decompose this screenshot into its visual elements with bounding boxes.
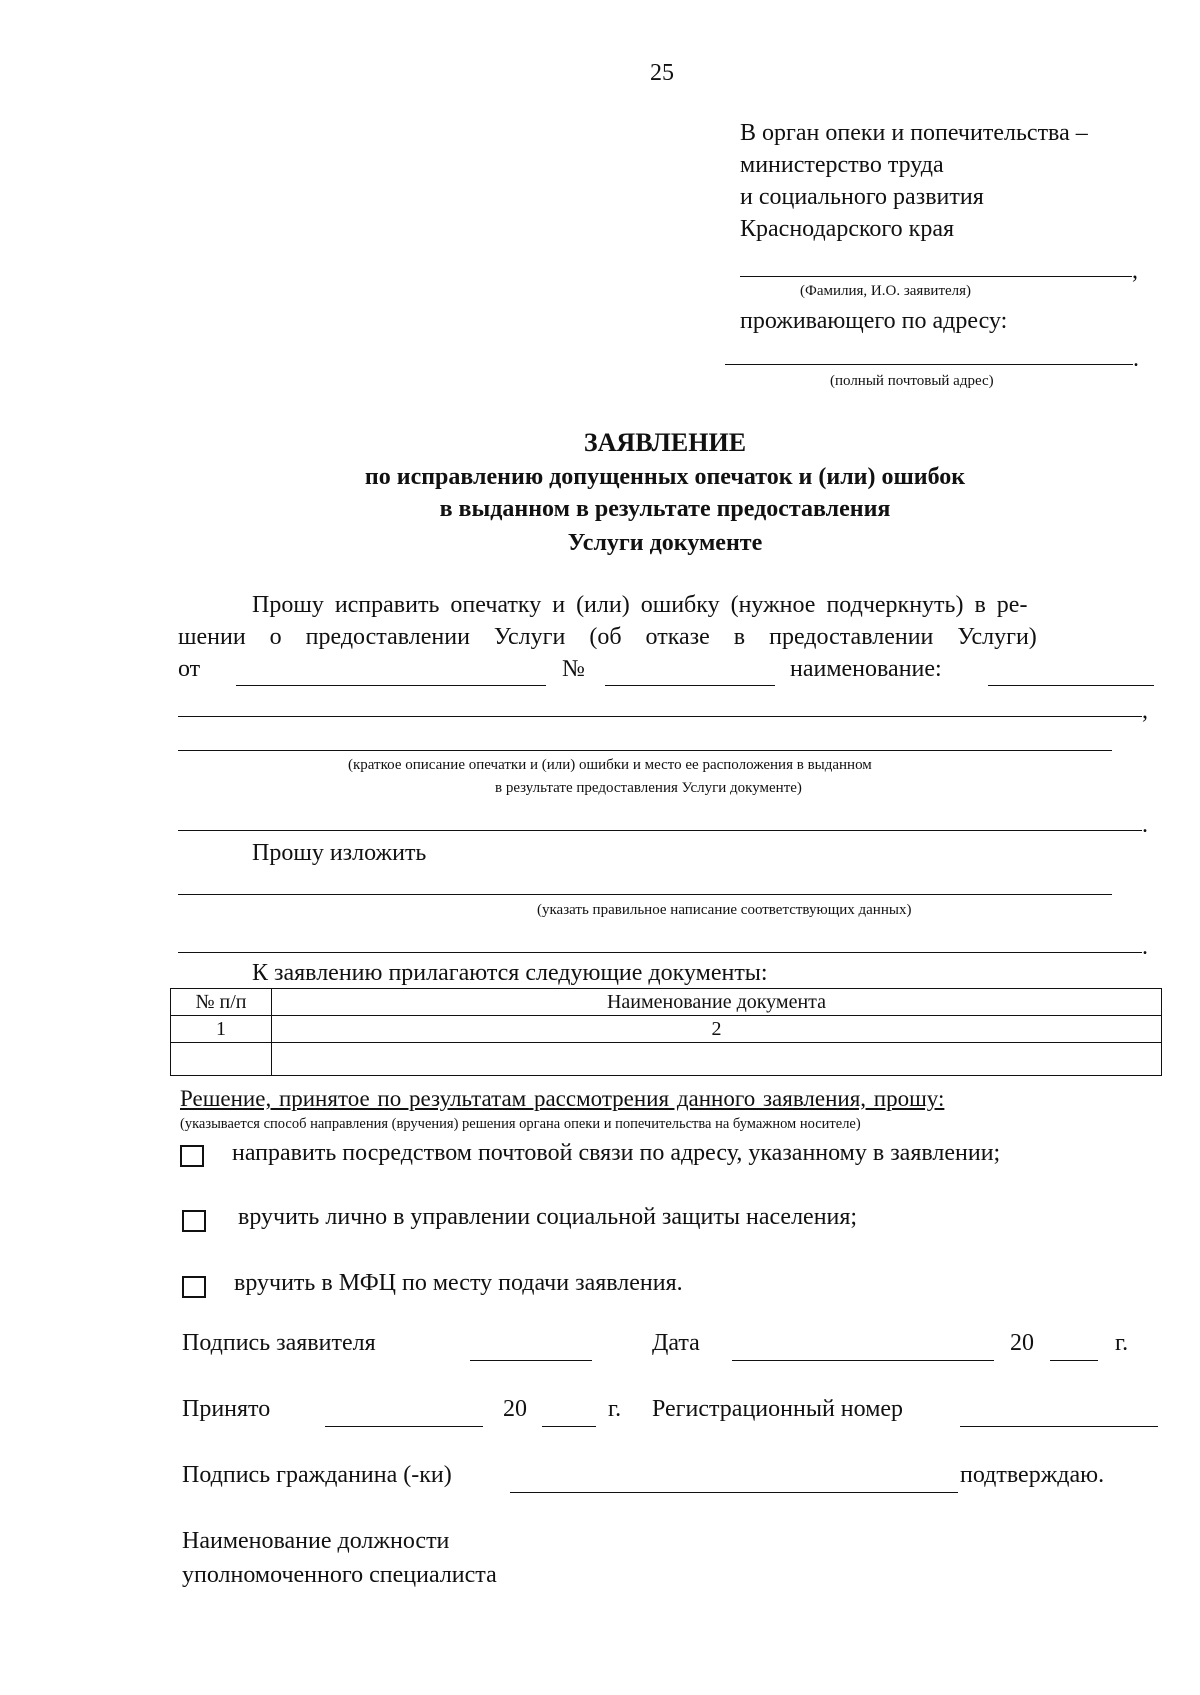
title-sub2: в выданном в результате предоставления (439, 496, 891, 522)
description-line3[interactable] (178, 830, 1142, 831)
number-field[interactable] (605, 685, 775, 686)
table-row[interactable] (171, 1043, 1162, 1076)
desc-hint-line1: (краткое описание опечатки и (или) ошибки и место ее расположения в выданном (348, 757, 872, 773)
applicant-name-field[interactable] (740, 276, 1132, 277)
number-label: № (562, 656, 585, 682)
accepted-date-field[interactable] (325, 1426, 483, 1427)
accepted-year-field[interactable] (542, 1426, 596, 1427)
address-hint: (полный почтовый адрес) (830, 373, 994, 389)
option-mfc-checkbox[interactable] (182, 1276, 206, 1298)
page-title: ЗАЯВЛЕНИЕ (583, 428, 747, 457)
documents-table (170, 988, 1162, 1076)
description-line1[interactable] (178, 716, 1142, 717)
correct-text-line2[interactable] (178, 952, 1142, 953)
desc-hint-line2: в результате предоставления Услуги документе) (495, 780, 802, 796)
date-from-field[interactable] (236, 685, 546, 686)
name-hint: (Фамилия, И.О. заявителя) (800, 283, 972, 299)
addressee-line2: министерство труда (740, 152, 944, 178)
applicant-sign-field[interactable] (470, 1360, 592, 1361)
attached-label: К заявлению прилагаются следующие документы: (252, 960, 768, 986)
accepted-label: Принято (182, 1396, 271, 1422)
from-label: от (178, 656, 201, 682)
table-row (171, 989, 1162, 1016)
addressee-line4: Краснодарского края (740, 216, 955, 242)
addressee-line1: В орган опеки и попечительства – (740, 120, 1088, 146)
col-number-header: № п/п (171, 989, 272, 1016)
confirm-label: подтверждаю. (960, 1462, 1105, 1488)
col-number-index: 1 (171, 1016, 272, 1043)
title-sub1: по исправлению допущенных опечаток и (или) ошибок (364, 464, 966, 490)
restate-label: Прошу изложить (252, 840, 427, 866)
correct-text-line1[interactable] (178, 894, 1112, 895)
description-line2[interactable] (178, 750, 1112, 751)
request-line1: Прошу исправить опечатку и (или) ошибку (нужное подчеркнуть) в ре- (252, 592, 1028, 618)
citizen-sign-field[interactable] (510, 1492, 958, 1493)
date-year-suffix: г. (1115, 1330, 1129, 1356)
reg-number-field[interactable] (960, 1426, 1158, 1427)
position-line1: Наименование должности (182, 1528, 450, 1554)
decision-hint: (указывается способ направления (вручения) решения органа опеки и попечительства на бумажном носителе) (180, 1116, 861, 1132)
address-field[interactable] (725, 364, 1133, 365)
option-mail-label: направить посредством почтовой связи по адресу, указанному в заявлении; (232, 1140, 1001, 1166)
option-mail-checkbox[interactable] (180, 1145, 204, 1167)
title-sub3: Услуги документе (567, 530, 763, 556)
empty-cell-number[interactable] (171, 1043, 272, 1076)
name-label: наименование: (790, 656, 942, 682)
correct-hint: (указать правильное написание соответствующих данных) (537, 902, 912, 918)
page-number: 25 (650, 60, 674, 86)
residing-label: проживающего по адресу: (740, 308, 1008, 334)
date-year-prefix: 20 (1010, 1330, 1034, 1356)
applicant-sign-label: Подпись заявителя (182, 1330, 376, 1356)
date-label: Дата (652, 1330, 700, 1356)
decision-heading: Решение, принятое по результатам рассмотрения данного заявления, прошу: (180, 1086, 945, 1111)
doc-name-field[interactable] (988, 685, 1154, 686)
col-docname-index: 2 (272, 1016, 1162, 1043)
option-mfc-label: вручить в МФЦ по месту подачи заявления. (234, 1270, 683, 1296)
citizen-sign-label: Подпись гражданина (-ки) (182, 1462, 452, 1488)
option-usszn-checkbox[interactable] (182, 1210, 206, 1232)
option-usszn-label: вручить лично в управлении социальной защиты населения; (238, 1204, 858, 1230)
reg-number-label: Регистрационный номер (652, 1396, 904, 1422)
accepted-year-prefix: 20 (503, 1396, 527, 1422)
addressee-line3: и социального развития (740, 184, 984, 210)
table-row (171, 1016, 1162, 1043)
request-line2: шении о предоставлении Услуги (об отказе в предоставлении Услуги) (178, 624, 1037, 650)
accepted-year-suffix: г. (608, 1396, 622, 1422)
date-field[interactable] (732, 1360, 994, 1361)
col-docname-header: Наименование документа (272, 989, 1162, 1016)
position-line2: уполномоченного специалиста (182, 1562, 497, 1588)
date-year-field[interactable] (1050, 1360, 1098, 1361)
empty-cell-docname[interactable] (272, 1043, 1162, 1076)
